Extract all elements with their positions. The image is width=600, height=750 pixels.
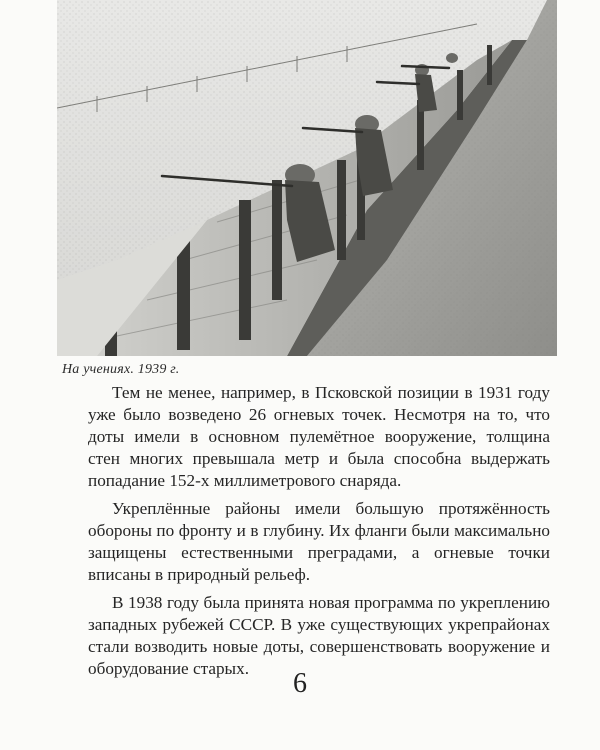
page-number: 6 bbox=[293, 668, 307, 699]
trench-photo-icon bbox=[57, 0, 557, 356]
photo-caption: На учениях. 1939 г. bbox=[62, 362, 180, 377]
body-text bbox=[88, 382, 550, 686]
paragraph-1: Тем не менее, например, в Псковской позиции в 1931 году уже было возведено 26 огневых точек. Несмотря на то, что доты имели в основном пулемётное вооружение, толщина стен многих превышала метр и была способна выдержать попадание 152-х миллиметрового снаряда. bbox=[88, 383, 550, 490]
paragraph-2: Укреплённые районы имели большую протяжённость обороны по фронту и в глубину. Их фланги были максимально защищены естественными преградами, а огневые точки вписаны в природный рельеф. bbox=[88, 499, 550, 584]
paragraph-3: В 1938 году была принята новая программа по укреплению западных рубежей СССР. В уже существующих укрепрайонах стали возводить новые доты, совершенствовать вооружение и оборудование старых. bbox=[88, 593, 550, 678]
trench-photo bbox=[57, 0, 557, 356]
